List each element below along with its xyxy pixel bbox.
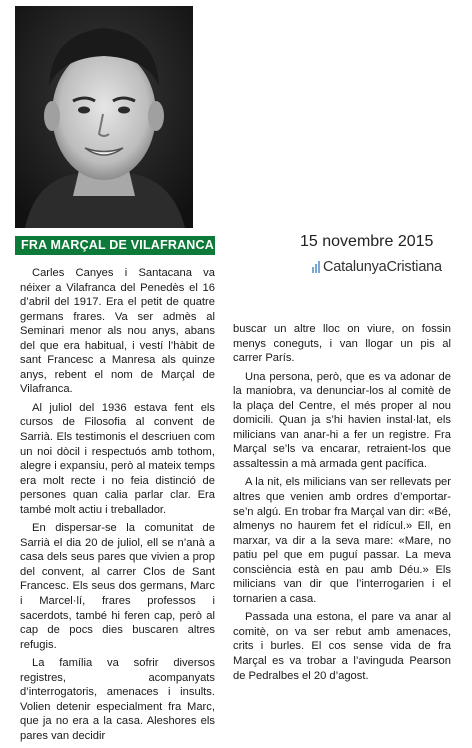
paragraph: Al juliol del 1936 estava fent els cursos de Filosofia al convent de Sarrià. Els testimonis el descriuen com un noi dòcil i respectuós amb tothom, alegre i expansiu, però al mateix temps era molt recte i no feia distinció de persones quan calia parlar clar. Era també molt actiu i treballador. bbox=[20, 401, 215, 516]
portrait-illustration bbox=[15, 6, 193, 228]
article-right-column bbox=[233, 322, 451, 687]
paragraph: Passada una estona, el pare va anar al comitè, on va ser rebut amb amenaces, crits i burles. El cos sense vida de fra Marçal es va trobar a l’avinguda Pearson de Pedralbes el 20 d’agost. bbox=[233, 611, 451, 682]
paragraph: Carles Canyes i Santacana va néixer a Vilafranca del Penedès el 16 d’abril del 1917. Era el petit de quatre germans frares. Va ser admès al Seminari menor als nou anys, abans del que era habitual, i vestí l’hàbit de sant Francesc a Manresa als quinze anys, rebent el nom de Marçal de Vilafranca. bbox=[20, 267, 215, 396]
paragraph: En dispersar-se la comunitat de Sarrià el dia 20 de juliol, ell se n’anà a casa dels seus pares que vivien a prop del convent, al carrer Clos de Sant Francesc. Els seus dos germans, Marc i Marcel·lí, frares professos i sacerdots, també hi feren cap, però al cap de pocs dies buscaren altres refugis. bbox=[20, 522, 215, 651]
caption-title: FRA MARÇAL DE VILAFRANCA bbox=[21, 238, 214, 252]
publication-name: CatalunyaCristiana bbox=[323, 259, 442, 275]
logo-icon bbox=[312, 261, 321, 273]
paragraph: Una persona, però, que es va adonar de la maniobra, va denunciar-los al comitè de la plaça del Centre, el més proper al nou domicili. Quan ja s’hi havien instal·lat, els milicians van anar-hi a fer un registre. Fra Marçal se’ls va encarar, retraient-los que assaltessin a mà armada gent pacífica. bbox=[233, 370, 451, 470]
paragraph: A la nit, els milicians van ser rellevats per altres que venien amb ordres d’emportar-se’n algú. En trobar fra Marçal van dir: «Bé, almenys no haurem fet el ridícul.» Ell, en marxar, va dir a la seva mare: «Mare, no patiu pel que em puguí passar. La meva consciència està en pau amb Déu.» Els milicians van dir que l’interrogarien i el tornarien a casa. bbox=[233, 476, 451, 605]
paragraph: La família va sofrir diversos registres, acompanyats d’interrogatoris, amenaces i insults. Volien detenir especialment fra Marc, que ja no era a la casa. Aleshores els pares van decidir bbox=[20, 657, 215, 742]
publication-logo bbox=[312, 256, 442, 278]
article-left-column bbox=[20, 266, 215, 748]
publication-date: 15 novembre 2015 bbox=[300, 233, 434, 250]
portrait-photo bbox=[15, 6, 193, 228]
paragraph-continuation: buscar un altre lloc on viure, on fossin menys coneguts, i van llogar un pis al carrer París. bbox=[233, 323, 451, 365]
caption-bar bbox=[15, 236, 215, 255]
